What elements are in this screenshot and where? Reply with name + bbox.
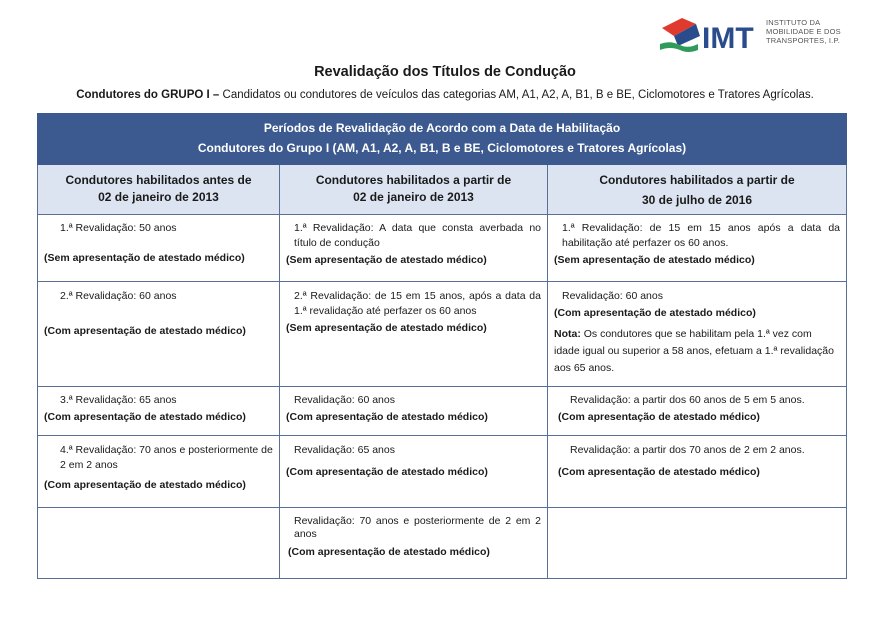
table-cell xyxy=(280,436,548,507)
table-cell xyxy=(38,508,280,578)
table-cell xyxy=(548,508,846,578)
table-cell xyxy=(280,387,548,435)
document-title: Revalidação dos Títulos de Condução xyxy=(314,64,576,80)
table-cell xyxy=(548,436,846,507)
table-cell xyxy=(38,436,280,507)
table-header-row xyxy=(38,165,846,214)
column-header xyxy=(38,165,280,214)
table-cell xyxy=(548,215,846,281)
cell-text: Revalidação: 60 anos xyxy=(562,290,663,302)
cell-bold-text: (Com apresentação de atestado médico) xyxy=(554,307,756,319)
table-grid xyxy=(37,165,847,579)
imt-logo xyxy=(660,14,850,54)
cell-bold-text: (Com apresentação de atestado médico) xyxy=(288,546,490,558)
cell-text: Revalidação: a partir dos 70 anos de 2 em 2 anos. xyxy=(570,444,805,456)
cell-text: 1.ª Revalidação: de 15 em 15 anos após a data da habilitação até perfazer os 60 anos. xyxy=(562,222,840,249)
cell-text: Revalidação: 70 anos e posteriormente de 2 em 2 anos xyxy=(294,515,541,540)
cell-text: 1.ª Revalidação: 50 anos xyxy=(60,222,177,234)
cell-bold-text: (Com apresentação de atestado médico) xyxy=(44,411,246,423)
table-cell xyxy=(280,508,548,578)
table-cell xyxy=(280,282,548,386)
cell-text: 2.ª Revalidação: de 15 em 15 anos, após a data da 1.ª revalidação até perfazer os 60 anos xyxy=(294,290,541,317)
table-row xyxy=(38,386,846,435)
table-banner xyxy=(37,113,847,165)
cell-bold-text: (Com apresentação de atestado médico) xyxy=(44,325,246,337)
table-cell xyxy=(38,387,280,435)
column-header-line: Condutores habilitados antes de xyxy=(65,173,252,187)
column-header-line: Condutores habilitados a partir de xyxy=(599,173,795,187)
subtitle-rest: Candidatos ou condutores de veículos das categorias AM, A1, A2, A, B1, B e BE, Ciclomotores e Tratores Agrícolas. xyxy=(219,89,814,101)
column-header-line: Condutores habilitados a partir de xyxy=(315,173,512,187)
revalidation-table xyxy=(37,113,847,579)
table-cell xyxy=(548,387,846,435)
table-cell xyxy=(280,215,548,281)
subtitle-bold: Condutores do GRUPO I – xyxy=(76,89,220,101)
cell-bold-text: (Com apresentação de atestado médico) xyxy=(286,411,488,423)
note-body: Os condutores que se habilitam pela 1.ª vez com idade igual ou superior a 58 anos, efetuam a 1.ª revalidação aos 65 anos. xyxy=(554,328,834,374)
banner-line-2: Condutores do Grupo I (AM, A1, A2, A, B1, B e BE, Ciclomotores e Tratores Agrícolas) xyxy=(197,141,687,155)
column-header xyxy=(548,165,846,214)
cell-text: Revalidação: a partir dos 60 anos de 5 em 5 anos. xyxy=(570,394,805,406)
cell-bold-text: (Com apresentação de atestado médico) xyxy=(286,466,488,478)
table-cell xyxy=(38,215,280,281)
cell-text: 1.ª Revalidação: A data que consta averbada no título de condução xyxy=(294,222,541,249)
note-text xyxy=(554,326,840,377)
cell-text: 2.ª Revalidação: 60 anos xyxy=(60,290,177,302)
cell-bold-text: (Sem apresentação de atestado médico) xyxy=(554,254,755,266)
cell-text: Revalidação: 60 anos xyxy=(294,394,395,406)
column-header-line: 02 de janeiro de 2013 xyxy=(98,190,219,204)
logo-mark-text: IMT xyxy=(702,22,754,54)
cell-bold-text: (Sem apresentação de atestado médico) xyxy=(44,252,245,264)
cell-text: Revalidação: 65 anos xyxy=(294,444,395,456)
table-cell xyxy=(38,282,280,386)
cell-bold-text: (Sem apresentação de atestado médico) xyxy=(286,254,487,266)
logo-text xyxy=(766,18,841,45)
cell-bold-text: (Com apresentação de atestado médico) xyxy=(558,411,760,423)
note-label: Nota: xyxy=(554,328,581,340)
imt-logo-mark-icon xyxy=(660,14,764,54)
column-header-line: 30 de julho de 2016 xyxy=(641,193,753,207)
cell-text: 3.ª Revalidação: 65 anos xyxy=(60,394,177,406)
table-cell xyxy=(548,282,846,386)
cell-bold-text: (Sem apresentação de atestado médico) xyxy=(286,322,487,334)
table-row xyxy=(38,507,846,578)
banner-line-1: Períodos de Revalidação de Acordo com a Data de Habilitação xyxy=(263,121,621,135)
logo-text-line: INSTITUTO DA xyxy=(766,18,821,27)
table-row xyxy=(38,281,846,386)
document-subtitle xyxy=(0,89,890,101)
logo-text-line: TRANSPORTES, I.P. xyxy=(766,36,840,45)
cell-bold-text: (Com apresentação de atestado médico) xyxy=(44,479,246,491)
table-row xyxy=(38,214,846,281)
column-header xyxy=(280,165,548,214)
table-row xyxy=(38,435,846,507)
cell-bold-text: (Com apresentação de atestado médico) xyxy=(558,466,760,478)
logo-text-line: MOBILIDADE E DOS xyxy=(766,27,841,36)
column-header-line: 02 de janeiro de 2013 xyxy=(353,190,474,204)
cell-text: 4.ª Revalidação: 70 anos e posteriormente de 2 em 2 anos xyxy=(60,444,273,471)
